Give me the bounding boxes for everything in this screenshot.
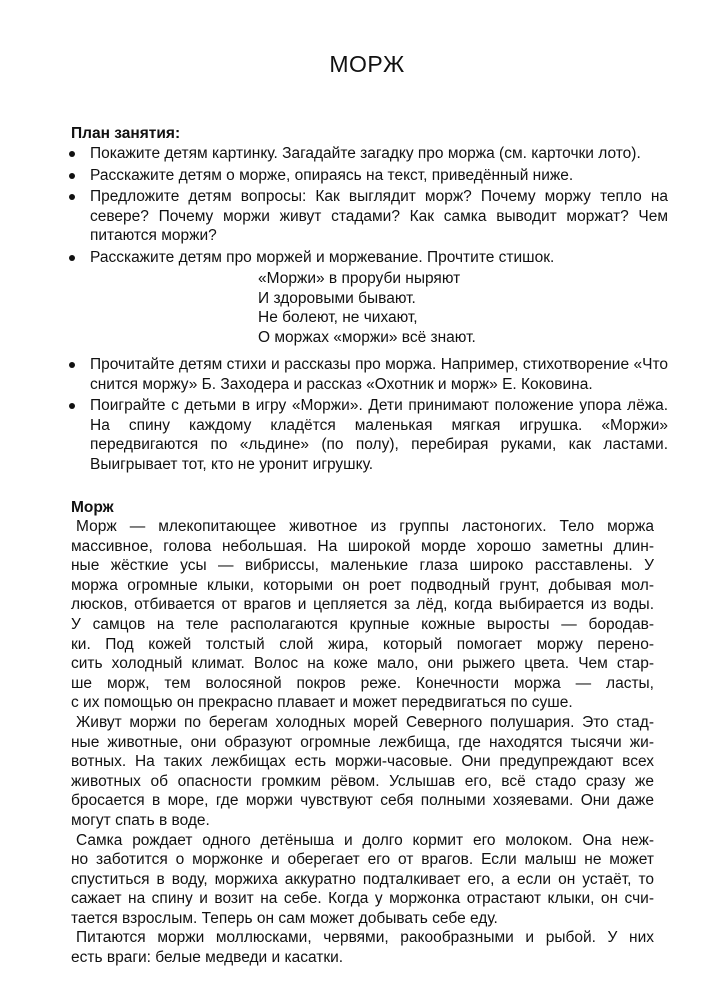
paragraph-line: вотных. На таких лежбищах есть моржи-часовые. Они предупреждают всех	[71, 753, 654, 771]
paragraph-line: сить холодный климат. Волос на коже мало, они рыжего цвета. Чем стар-	[71, 655, 654, 673]
poem-line: О моржах «моржи» всё знают.	[258, 328, 476, 346]
paragraph-line: с их помощью он прекрасно плавает и может передвигаться по суше.	[71, 694, 573, 712]
plan-list-continued	[66, 355, 668, 474]
paragraph-line: животных об опасности громким рёвом. Услышав его, всё стадо сразу же	[71, 772, 654, 790]
bullet-icon	[69, 194, 75, 200]
bullet-icon	[69, 403, 75, 409]
poem	[258, 269, 668, 347]
plan-item-text: Расскажите детям про моржей и моржевание. Прочтите стишок.	[90, 248, 555, 266]
bullet-icon	[69, 255, 75, 261]
poem-line: «Моржи» в проруби ныряют	[258, 270, 461, 287]
paragraph-line: тается взрослым. Теперь он сам может добывать себе еду.	[71, 909, 498, 927]
bullet-icon	[69, 173, 75, 179]
plan-heading: План занятия:	[71, 125, 181, 142]
paragraph-line: сажает на спину и возит на себе. Когда у моржонка отрастают клыки, он счи-	[71, 890, 654, 908]
plan-item	[66, 166, 668, 186]
plan-item-text: Предложите детям вопросы: Как выглядит морж? Почему моржу тепло на севере? Почему моржи живут стадами? Как самка выводит моржат? Чем питаются моржи?	[90, 188, 668, 244]
paragraph-line: люсков, отбивается от врагов и цепляется за лёд, когда выбирается из воды.	[71, 596, 654, 614]
paragraph-line: есть враги: белые медведи и касатки.	[71, 949, 344, 967]
paragraph-line: ные животные, они образуют огромные лежбища, где находятся тысячи жи-	[71, 733, 654, 751]
paragraph-line: бросается в море, где моржи чувствуют себя полными хозяевами. Они даже	[71, 792, 654, 810]
paragraph-line: ше морж, тем волосяной покров реже. Конечности моржа — ласты,	[71, 674, 654, 692]
paragraph-line: массивное, голова небольшая. На широкой морде хорошо заметны длин-	[71, 537, 654, 555]
paragraph-line: Самка рождает одного детёныша и долго кормит его молоком. Она неж-	[76, 831, 654, 849]
article-paragraph	[66, 713, 654, 831]
bullet-icon	[69, 362, 75, 368]
paragraph-line: моржа огромные клыки, которыми он роет подводный грунт, добывая мол-	[71, 576, 654, 594]
poem-line: Не болеют, не чихают,	[258, 309, 418, 326]
article-paragraph	[66, 928, 654, 967]
paragraph-line: но заботится о моржонке и оберегает его от врагов. Если малыш не может	[71, 851, 654, 869]
paragraph-line: Морж — млекопитающее животное из группы ластоногих. Тело моржа	[76, 518, 654, 535]
plan-item-text: Прочитайте детям стихи и рассказы про моржа. Например, стихотворение «Что снится моржу» Б. Заходера и рассказ «Охотник и морж» Е. Коковина.	[90, 356, 668, 393]
plan-item-text: Расскажите детям о морже, опираясь на текст, приведённый ниже.	[90, 166, 574, 184]
section-body	[66, 517, 668, 968]
plan-item	[66, 355, 668, 394]
paragraph-line: Питаются моржи моллюсками, червями, ракообразными и рыбой. У них	[76, 929, 654, 947]
bullet-icon	[69, 151, 75, 157]
section-heading: Морж	[71, 499, 114, 516]
paragraph-line: ные жёсткие усы — вибриссы, маленькие глаза широко расставлены. У	[71, 557, 654, 575]
paragraph-line: спуститься в воду, моржиха аккуратно подталкивает его, а если он устаёт, то	[71, 870, 654, 888]
plan-item	[66, 396, 668, 474]
plan-list	[66, 144, 668, 267]
page-title: МОРЖ	[329, 51, 405, 77]
paragraph-line: Живут моржи по берегам холодных морей Северного полушария. Это стад-	[76, 713, 654, 731]
plan-item	[66, 248, 668, 268]
paragraph-line: могут спать в воде.	[71, 811, 210, 829]
article-paragraph	[66, 517, 654, 713]
plan-item-text: Покажите детям картинку. Загадайте загадку про моржа (см. карточки лото).	[90, 145, 641, 162]
plan-item-text: Поиграйте с детьми в игру «Моржи». Дети принимают положение упора лёжа. На спину каждому кладётся маленькая мягкая игрушка. «Моржи» передвигаются по «льдине» (по полу), перебирая руками, как ластами. Выигрывает тот, кто не уронит игрушку.	[90, 397, 668, 473]
poem-line: И здоровыми бывают.	[258, 289, 416, 307]
paragraph-line: ки. Под кожей толстый слой жира, который помогает моржу перено-	[71, 635, 654, 653]
plan-item	[66, 144, 668, 164]
paragraph-line: У самцов на теле располагаются крупные кожные выросты — бородав-	[71, 615, 654, 633]
article-paragraph	[66, 831, 654, 929]
plan-item	[66, 187, 668, 246]
